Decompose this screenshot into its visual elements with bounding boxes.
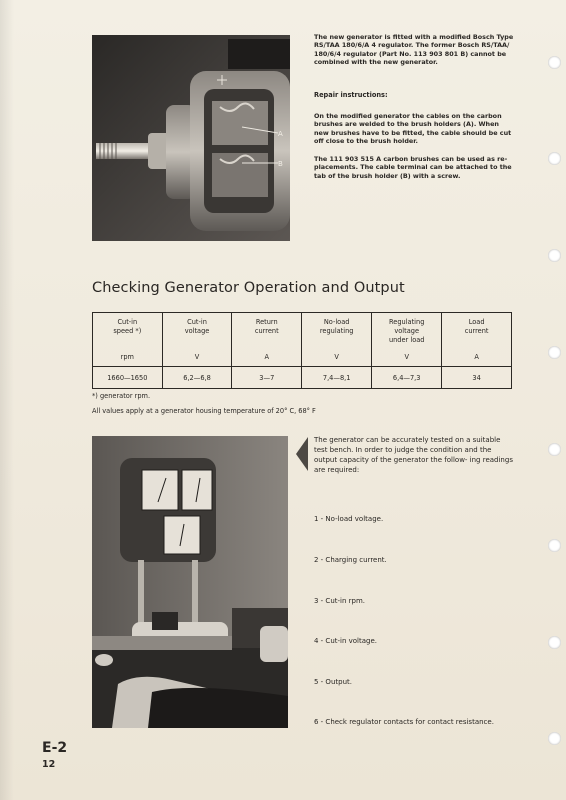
- repair-paragraph: On the modified generator the cables on the carbon brushes are welded to the brush holders (A). When new brushes have to be fitted, the cable should be cut off close to the brush holder.: [314, 112, 512, 146]
- binder-hole: [548, 732, 561, 745]
- test-bench-photo-drawing: [92, 436, 288, 728]
- binder-hole: [548, 346, 561, 359]
- column-unit: V: [404, 353, 409, 361]
- label-b: B: [278, 160, 283, 168]
- binder-hole: [548, 443, 561, 456]
- page-number: 12: [42, 759, 56, 770]
- header-line: Load: [468, 318, 485, 326]
- generator-photo: [92, 35, 290, 241]
- section-title: Checking Generator Operation and Output: [92, 280, 405, 296]
- specs-table: [92, 312, 512, 389]
- page-code: E-2: [42, 740, 68, 756]
- header-line: Regulating: [389, 318, 425, 326]
- generator-photo-drawing: [92, 35, 290, 241]
- binder-hole: [548, 539, 561, 552]
- footnote: *) generator rpm.: [92, 392, 151, 400]
- temperature-note: All values apply at a generator housing temperature of 20° C, 68° F: [92, 407, 316, 415]
- table-cell: 3—7: [232, 367, 302, 389]
- binder-hole: [548, 152, 561, 165]
- table-cell: 6,4—7,3: [372, 367, 442, 389]
- test-bench-photo: [92, 436, 288, 728]
- table-cell: 1660—1650: [93, 367, 163, 389]
- column-unit: A: [264, 353, 270, 361]
- arrow-marker-icon: [296, 437, 308, 471]
- test-intro-paragraph: The generator can be accurately tested on a suitable test bench. In order to judge the condition and the output capacity of the generator the follow- ing readings are required:: [314, 436, 513, 474]
- column-unit: V: [334, 353, 339, 361]
- step-item: 3 - Cut-in rpm.: [314, 597, 365, 605]
- header-line: speed *): [113, 327, 142, 335]
- page-edge-shadow: [0, 0, 14, 800]
- table-cell: 6,2—6,8: [162, 367, 232, 389]
- header-line: Cut-in: [187, 318, 207, 326]
- column-unit: V: [194, 353, 200, 361]
- table-header-row: [93, 313, 512, 367]
- column-header: [232, 313, 302, 367]
- step-item: 6 - Check regulator contacts for contact resistance.: [314, 718, 494, 726]
- header-line: voltage: [184, 327, 210, 335]
- column-header: [162, 313, 232, 367]
- header-line: voltage: [394, 327, 420, 335]
- header-line: current: [464, 327, 489, 335]
- header-line: Cut-in: [117, 318, 138, 326]
- binder-hole: [548, 636, 561, 649]
- label-a: A: [278, 130, 283, 138]
- table-cell: 34: [442, 367, 512, 389]
- step-item: 4 - Cut-in voltage.: [314, 637, 378, 645]
- table-row: [93, 367, 512, 389]
- column-header: [372, 313, 442, 367]
- binder-hole: [548, 56, 561, 69]
- repair-heading: Repair instructions:: [314, 91, 388, 99]
- column-unit: A: [474, 353, 479, 361]
- column-header: [302, 313, 372, 367]
- intro-paragraph: The new generator is fitted with a modified Bosch Type RS/TAA 180/6/A 4 regulator. The former Bosch RS/TAA/ 180/6/4 regulator (Part No. 113 903 801 B) cannot be combined with the new generator.: [314, 33, 514, 67]
- column-header: [442, 313, 512, 367]
- table-cell: 7,4—8,1: [302, 367, 372, 389]
- header-line: No-load: [323, 318, 350, 326]
- step-item: 2 - Charging current.: [314, 556, 387, 564]
- column-unit: rpm: [120, 353, 134, 361]
- step-item: 1 - No-load voltage.: [314, 515, 384, 523]
- repair-paragraph: The 111 903 515 A carbon brushes can be used as re- placements. The cable terminal can be attached to the tab of the brush holder (B) with a screw.: [314, 155, 512, 180]
- binder-hole: [548, 249, 561, 262]
- step-item: 5 - Output.: [314, 678, 352, 686]
- header-line: Return: [255, 318, 278, 326]
- column-header: [93, 313, 163, 367]
- header-line: under load: [388, 336, 425, 344]
- header-line: current: [254, 327, 279, 335]
- header-line: regulating: [319, 327, 354, 335]
